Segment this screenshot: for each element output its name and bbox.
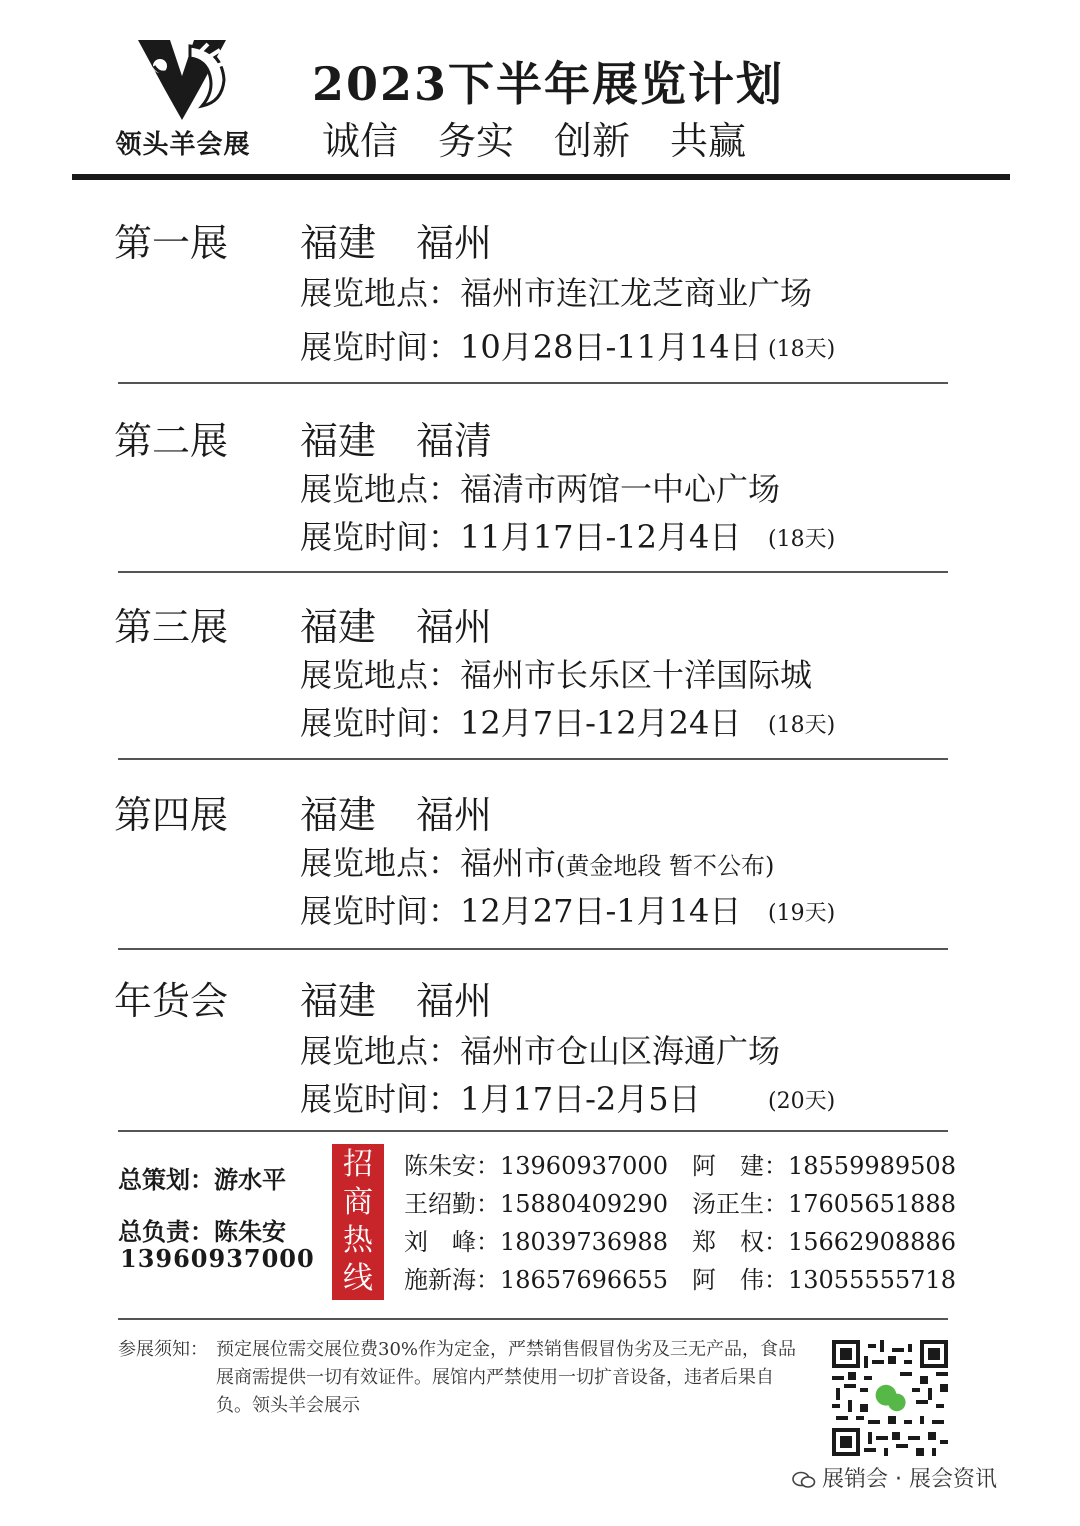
time-label: 展览时间： (300, 1080, 461, 1118)
contact-item (692, 1222, 956, 1257)
time-value: 12月7日-12月24日 (460, 704, 742, 742)
exhibition-name: 第一展 (114, 221, 229, 265)
contact-item (404, 1222, 668, 1257)
time-value: 1月17日-2月5日 (460, 1080, 701, 1118)
time-label: 展览时间： (300, 328, 461, 366)
section-divider (118, 758, 948, 760)
contact-section (0, 1140, 1080, 1310)
province: 福建 (300, 793, 377, 837)
contact-name: 汤正生： (692, 1190, 788, 1218)
venue-note: (黄金地段 暂不公布) (556, 852, 775, 880)
contact-name: 郑 权： (692, 1228, 788, 1256)
slogan-item: 创新 (554, 119, 631, 163)
duration-badge: (18天) (768, 527, 836, 552)
time-label: 展览时间： (300, 892, 461, 930)
header-divider (72, 174, 1010, 180)
time-row (300, 322, 762, 368)
time-value: 12月27日-1月14日 (460, 892, 742, 930)
venue-label: 展览地点： (300, 274, 461, 312)
venue-label: 展览地点： (300, 656, 461, 694)
province: 福建 (300, 605, 377, 649)
exhibition-region (300, 410, 492, 465)
slogan (322, 110, 786, 165)
manager-phone: 13960937000 (120, 1244, 315, 1273)
venue-label: 展览地点： (300, 844, 461, 882)
logo (108, 36, 258, 160)
slogan-item: 诚信 (322, 119, 399, 163)
watermark-text: 展销会 · 展会资讯 (822, 1467, 997, 1492)
qr-code-icon[interactable] (832, 1340, 948, 1456)
duration-badge: (18天) (768, 337, 836, 362)
page-title: 2023下半年展览计划 (312, 57, 785, 111)
venue-value: 福州市仓山区海通广场 (460, 1032, 781, 1070)
duration-badge: (19天) (768, 901, 836, 926)
province: 福建 (300, 419, 377, 463)
time-row (300, 886, 741, 932)
ram-logo-icon (130, 36, 234, 122)
notice-label: 参展须知： (118, 1339, 208, 1360)
exhibition-region (300, 784, 492, 839)
venue-row (300, 1026, 780, 1072)
contact-item (692, 1146, 956, 1181)
contact-phone: 18039736988 (500, 1228, 668, 1256)
contact-name: 刘 峰： (404, 1228, 500, 1256)
time-value: 10月28日-11月14日 (460, 328, 762, 366)
hotline-char: 线 (343, 1261, 373, 1296)
venue-label: 展览地点： (300, 1032, 461, 1070)
section-divider (118, 571, 948, 573)
exhibition-name: 第三展 (114, 605, 229, 649)
venue-row (300, 838, 774, 884)
contact-name: 陈朱安： (404, 1152, 500, 1180)
hotline-char: 热 (343, 1223, 373, 1258)
venue-row (300, 464, 780, 510)
venue-row (300, 650, 812, 696)
contact-item (692, 1184, 956, 1219)
manager: 总负责：陈朱安 (118, 1217, 286, 1246)
section-divider (118, 1318, 948, 1320)
contact-phone: 17605651888 (788, 1190, 956, 1218)
city: 福州 (416, 793, 493, 837)
city: 福州 (416, 605, 493, 649)
exhibition-region (300, 212, 492, 267)
venue-value: 福州市 (460, 844, 557, 882)
exhibition-name: 年货会 (114, 979, 229, 1023)
venue-label: 展览地点： (300, 470, 461, 508)
contact-phone: 15880409290 (500, 1190, 668, 1218)
duration-badge: (18天) (768, 713, 836, 738)
contact-name: 施新海： (404, 1266, 500, 1294)
contact-phone: 18559989508 (788, 1152, 956, 1180)
province: 福建 (300, 221, 377, 265)
contact-phone: 15662908886 (788, 1228, 956, 1256)
exhibition-name: 第二展 (114, 419, 229, 463)
time-label: 展览时间： (300, 518, 461, 556)
contact-item (404, 1146, 668, 1181)
contact-phone: 13960937000 (500, 1152, 668, 1180)
city: 福清 (416, 419, 493, 463)
logo-text: 领头羊会展 (115, 130, 251, 160)
venue-row (300, 268, 812, 314)
time-row (300, 698, 741, 744)
section-divider (118, 1130, 948, 1132)
contact-name: 阿 伟： (692, 1266, 788, 1294)
exhibition-name: 第四展 (114, 793, 229, 837)
slogan-item: 共赢 (670, 119, 747, 163)
city: 福州 (416, 979, 493, 1023)
slogan-item: 务实 (438, 119, 515, 163)
exhibition-region (300, 970, 492, 1025)
contact-item (404, 1260, 668, 1295)
city: 福州 (416, 221, 493, 265)
time-value: 11月17日-12月4日 (460, 518, 742, 556)
hotline-char: 招 (343, 1147, 373, 1182)
contact-name: 阿 建： (692, 1152, 788, 1180)
contact-item (404, 1184, 668, 1219)
contact-name: 王绍勤： (404, 1190, 500, 1218)
contact-phone: 18657696655 (500, 1266, 668, 1294)
exhibition-region (300, 596, 492, 651)
province: 福建 (300, 979, 377, 1023)
venue-value: 福清市两馆一中心广场 (460, 470, 781, 508)
venue-value: 福州市连江龙芝商业广场 (460, 274, 813, 312)
contact-item (692, 1260, 956, 1295)
hotline-char: 商 (343, 1185, 373, 1220)
hotline-badge (332, 1144, 384, 1300)
time-row (300, 1074, 701, 1120)
venue-value: 福州市长乐区十洋国际城 (460, 656, 813, 694)
time-label: 展览时间： (300, 704, 461, 742)
notice-text: 预定展位需交展位费30%作为定金，严禁销售假冒伪劣及三无产品，食品展商需提供一切有效证件。展馆内严禁使用一切扩音设备，违者后果自负。领头羊会展示 (216, 1339, 797, 1416)
watermark (792, 1462, 997, 1493)
duration-badge: (20天) (768, 1089, 836, 1114)
time-row (300, 512, 741, 558)
contact-phone: 13055555718 (788, 1266, 956, 1294)
section-divider (118, 382, 948, 384)
planner: 总策划：游水平 (118, 1165, 286, 1194)
section-divider (118, 948, 948, 950)
wechat-icon (792, 1471, 816, 1489)
